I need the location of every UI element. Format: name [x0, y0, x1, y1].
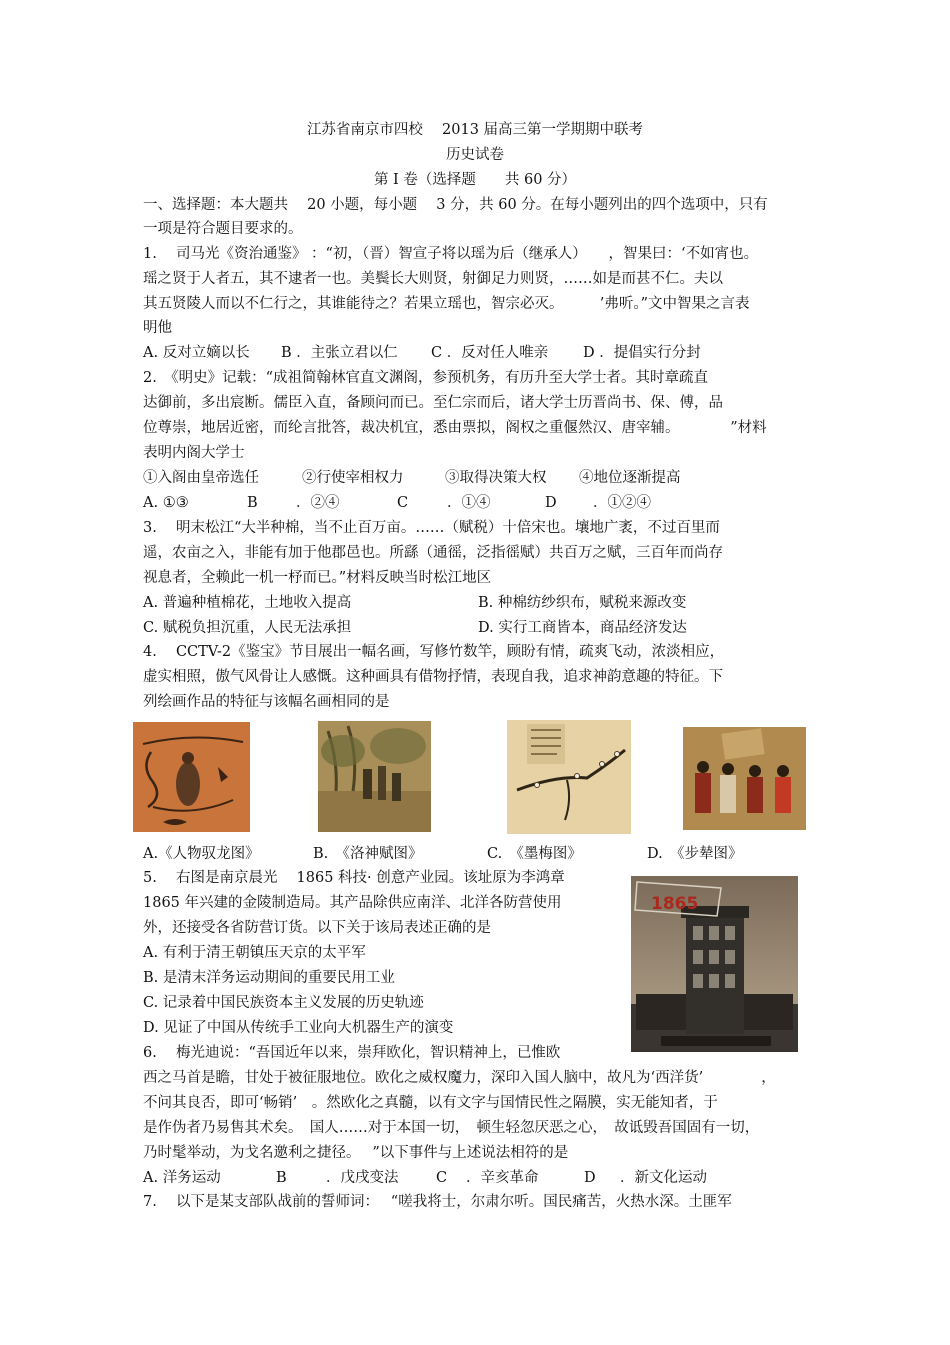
q1-option-b: B ．主张立君以仁	[281, 345, 398, 361]
q5-line-2: 1865 年兴建的金陵制造局。其产品除供应南洋、北洋各防营使用	[143, 895, 562, 911]
q2-option-c-letter: C	[397, 495, 409, 511]
subject-title: 历史试卷	[446, 147, 504, 163]
q6-option-c: ．辛亥革命	[466, 1170, 539, 1186]
q6-line-5: 乃时髦举动，为戈名邀利之捷径。 ”以下事件与上述说法相符的是	[143, 1145, 569, 1161]
q3-option-c: C. 赋税负担沉重，人民无法承担	[143, 620, 352, 636]
q6-option-a: A. 洋务运动	[143, 1170, 221, 1186]
q4-option-b: B. 《洛神赋图》	[313, 846, 423, 862]
q1-option-d: D ．提倡实行分封	[583, 345, 701, 361]
instructions-line-2: 一项是符合题目要求的。	[143, 221, 303, 237]
q4-line-2: 虚实相照，傲气风骨让人感慨。这种画具有借物抒情，表现自我，追求神韵意趣的特征。下	[143, 669, 723, 685]
q3-line-2: 遥，农亩之入，非能有加于他郡邑也。所繇（通徭，泛指徭赋）共百万之赋，三百年而尚存	[143, 545, 723, 561]
q3-option-b: B. 种棉纺纱织布，赋税来源改变	[478, 595, 687, 611]
q2-option-d: ．①②④	[593, 495, 651, 511]
q1-line-4: 明他	[143, 320, 172, 336]
q4-option-d: D. 《步辇图》	[647, 846, 743, 862]
q3-option-d: D. 实行工商皆本，商品经济发达	[478, 620, 687, 636]
volume-title: 第 I 卷（选择题 共 60 分）	[373, 172, 577, 188]
q2-option-d-letter: D	[545, 495, 557, 511]
photo-sign-text: 1865	[651, 894, 699, 914]
q5-option-c: C. 记录着中国民族资本主义发展的历史轨迹	[143, 995, 424, 1011]
q5-option-d: D. 见证了中国从传统手工业向大机器生产的演变	[143, 1020, 454, 1036]
q4-line-1: 4. CCTV-2《鉴宝》节目展出一幅名画，写修竹数竿，顾盼有情，疏爽飞动，浓淡相应，	[143, 644, 725, 660]
q2-item-4: ④地位逐渐提高	[579, 470, 681, 486]
q2-option-b-letter: B	[247, 495, 258, 511]
q2-line-1: 2. 《明史》记载：“成祖简翰林官直文渊阁，参预机务，有历升至大学士者。其时章疏直	[143, 370, 708, 386]
q6-option-d: ．新文化运动	[620, 1170, 707, 1186]
q1-line-3: 其五贤陵人而以不仁行之，其谁能待之？若果立瑶也，智宗必灭。 ’弗听。”文中智果之言表	[143, 296, 750, 312]
q2-option-b: ．②④	[296, 495, 340, 511]
q4-option-c: C. 《墨梅图》	[487, 846, 582, 862]
q3-line-1: 3. 明末松江“大半种棉，当不止百万亩。……（赋税）十倍宋也。壤地广袤，不过百里而	[143, 520, 720, 536]
q2-option-a: A. ①③	[143, 495, 189, 511]
q2-item-2: ②行使宰相权力	[302, 470, 404, 486]
q1-option-c: C ．反对任人唯亲	[431, 345, 549, 361]
q2-item-3: ③取得决策大权	[445, 470, 547, 486]
chenguang-1865-park-photo	[631, 876, 798, 1052]
q6-option-d-letter: D	[584, 1170, 596, 1186]
q6-option-c-letter: C	[436, 1170, 448, 1186]
q6-option-b: ．戊戌变法	[326, 1170, 399, 1186]
q6-line-1: 6. 梅光迪说：“吾国近年以来，崇拜欧化，智识精神上，已惟欧	[143, 1045, 561, 1061]
exam-title: 江苏省南京市四校 2013 届高三第一学期期中联考	[306, 122, 644, 138]
painting-bunian-image	[683, 727, 806, 830]
q7-line-1: 7. 以下是某支部队战前的誓师词： “嗟我将士，尔肃尔听。国民痛苦，火热水深。土匪军	[143, 1194, 732, 1210]
q5-line-3: 外，还接受各省防营订货。以下关于该局表述正确的是	[143, 920, 491, 936]
q2-line-2: 达御前，多出宸断。儒臣入直，备顾问而已。至仁宗而后，诸大学士历晋尚书、保、傅，品	[143, 395, 723, 411]
q6-line-4: 是作伪者乃易售其术矣。 国人……对于本国一切， 顿生轻忽厌恶之心， 故诋毁吾国固有一切，	[143, 1120, 760, 1136]
q1-line-1: 1. 司马光《资治通鉴》 ：“初，（晋）智宣子将以瑶为后（继承人） ，智果曰：‘不如宵也。	[143, 246, 759, 262]
q1-option-a: A. 反对立嫡以长	[143, 345, 250, 361]
painting-dragon-rider-image	[133, 722, 250, 832]
q3-option-a: A. 普遍种植棉花，土地收入提高	[143, 595, 352, 611]
q2-option-c: ．①④	[447, 495, 491, 511]
q5-option-b: B. 是清末洋务运动期间的重要民用工业	[143, 970, 395, 986]
painting-plum-blossom-image	[507, 720, 631, 834]
q5-option-a: A. 有利于清王朝镇压天京的太平军	[143, 945, 366, 961]
painting-luoshen-image	[318, 721, 431, 832]
q3-line-3: 视息者，全赖此一机一杼而已。”材料反映当时松江地区	[143, 570, 492, 586]
q5-line-1: 5. 右图是南京晨光 1865 科技· 创意产业园。该址原为李鸿章	[143, 870, 565, 886]
q4-option-a: A.《人物驭龙图》	[143, 846, 260, 862]
q2-item-1: ①入阁由皇帝选任	[143, 470, 259, 486]
q4-line-3: 列绘画作品的特征与该幅名画相同的是	[143, 694, 390, 710]
instructions-line-1: 一、选择题：本大题共 20 小题，每小题 3 分，共 60 分。在每小题列出的四个选项中，只有	[143, 197, 768, 213]
q2-line-3: 位尊崇，地居近密，而纶言批答，裁决机宜，悉由票拟，阁权之重偃然汉、唐宰辅。 ”材料	[143, 420, 767, 436]
q6-line-2: 西之马首是瞻，甘处于被征服地位。欧化之威权魔力，深印入国人脑中，故凡为‘西洋货’ ，	[143, 1070, 776, 1086]
q6-line-3: 不问其良否，即可‘畅销’ 。然欧化之真髓，以有文字与国情民性之隔膜，实无能知者，于	[143, 1095, 718, 1111]
q2-line-4: 表明内阁大学士	[143, 445, 245, 461]
q6-option-b-letter: B	[276, 1170, 287, 1186]
q1-line-2: 瑶之贤于人者五，其不逮者一也。美鬓长大则贤，射御足力则贤，……如是而甚不仁。夫以	[143, 271, 723, 287]
